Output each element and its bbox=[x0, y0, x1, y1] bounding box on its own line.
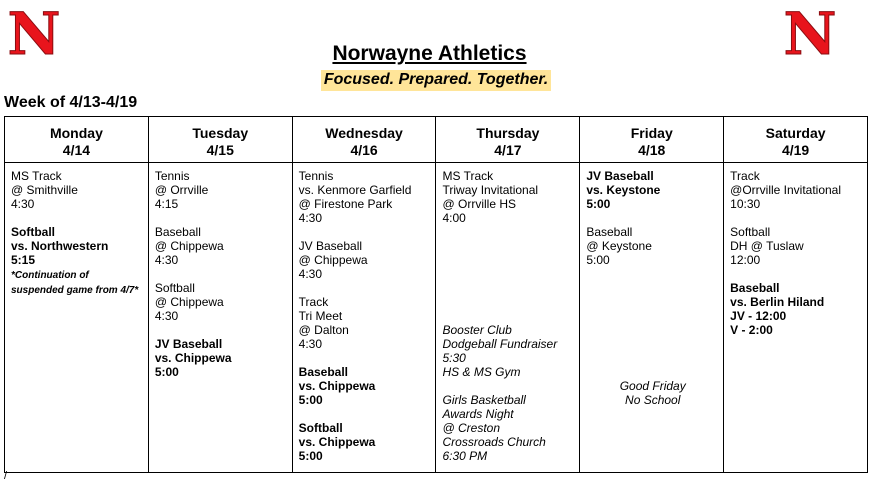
event-good-friday: Good Friday No School bbox=[619, 379, 686, 407]
event-softball: Softball vs. Northwestern 5:15 *Continuation of suspended game from 4/7* bbox=[11, 225, 139, 296]
event-jv-baseball: JV Baseball vs. Keystone 5:00 bbox=[586, 169, 661, 211]
events-row bbox=[5, 163, 868, 473]
event-baseball: Baseball vs. Chippewa 5:00 bbox=[298, 365, 376, 407]
day-header-thursday: Thursday 4/17 bbox=[436, 117, 580, 163]
event-softball: Softball @ Chippewa 4:30 bbox=[154, 281, 224, 323]
event-baseball: Baseball @ Keystone 5:00 bbox=[586, 225, 652, 267]
event-booster-club: Booster Club Dodgeball Fundraiser 5:30 HS & MS Gym bbox=[442, 323, 558, 379]
day-cell-saturday bbox=[724, 163, 868, 473]
day-header-tuesday: Tuesday 4/15 bbox=[148, 117, 292, 163]
event-note: *Continuation of suspended game from 4/7* bbox=[11, 270, 139, 296]
day-header-friday: Friday 4/18 bbox=[580, 117, 724, 163]
motto: Focused. Prepared. Together. bbox=[321, 70, 551, 91]
event-track: Track @Orrville Invitational 10:30 bbox=[730, 169, 842, 211]
event-softball: Softball DH @ Tuslaw 12:00 bbox=[730, 225, 804, 267]
day-header-saturday: Saturday 4/19 bbox=[724, 117, 868, 163]
event-girls-basketball: Girls Basketball Awards Night @ Creston Crossroads Church 6:30 PM bbox=[442, 393, 546, 463]
motto-wrapper bbox=[0, 70, 872, 91]
day-cell-tuesday bbox=[148, 163, 292, 473]
event-jv-baseball: JV Baseball @ Chippewa 4:30 bbox=[298, 239, 368, 281]
svg-text:N: N bbox=[7, 4, 61, 62]
event-track: Track Tri Meet @ Dalton 4:30 bbox=[298, 295, 349, 351]
day-cell-friday bbox=[580, 163, 724, 473]
page-title: Norwayne Athletics bbox=[332, 42, 527, 65]
schedule-table bbox=[4, 116, 868, 473]
footer-mark: / bbox=[4, 470, 8, 482]
svg-text:N: N bbox=[783, 4, 837, 62]
event-ms-track: MS Track Triway Invitational @ Orrville HS 4:00 bbox=[442, 169, 539, 225]
event-jv-baseball: JV Baseball vs. Chippewa 5:00 bbox=[154, 337, 232, 379]
day-header-row bbox=[5, 117, 868, 163]
event-ms-track: MS Track @ Smithville 4:30 bbox=[11, 169, 78, 211]
day-cell-wednesday bbox=[292, 163, 436, 473]
day-header-wednesday: Wednesday 4/16 bbox=[292, 117, 436, 163]
week-label: Week of 4/13-4/19 bbox=[4, 94, 138, 111]
day-header-monday: Monday 4/14 bbox=[5, 117, 149, 163]
event-softball: Softball vs. Chippewa 5:00 bbox=[298, 421, 376, 463]
spacer bbox=[586, 281, 719, 379]
event-tennis: Tennis vs. Kenmore Garfield @ Firestone Park 4:30 bbox=[298, 169, 412, 225]
day-cell-thursday bbox=[436, 163, 580, 473]
event-tennis: Tennis @ Orrville 4:15 bbox=[154, 169, 209, 211]
event-baseball: Baseball @ Chippewa 4:30 bbox=[154, 225, 224, 267]
event-baseball: Baseball vs. Berlin Hiland JV - 12:00 V - 2:00 bbox=[730, 281, 825, 337]
day-cell-monday bbox=[5, 163, 149, 473]
spacer bbox=[442, 239, 575, 323]
